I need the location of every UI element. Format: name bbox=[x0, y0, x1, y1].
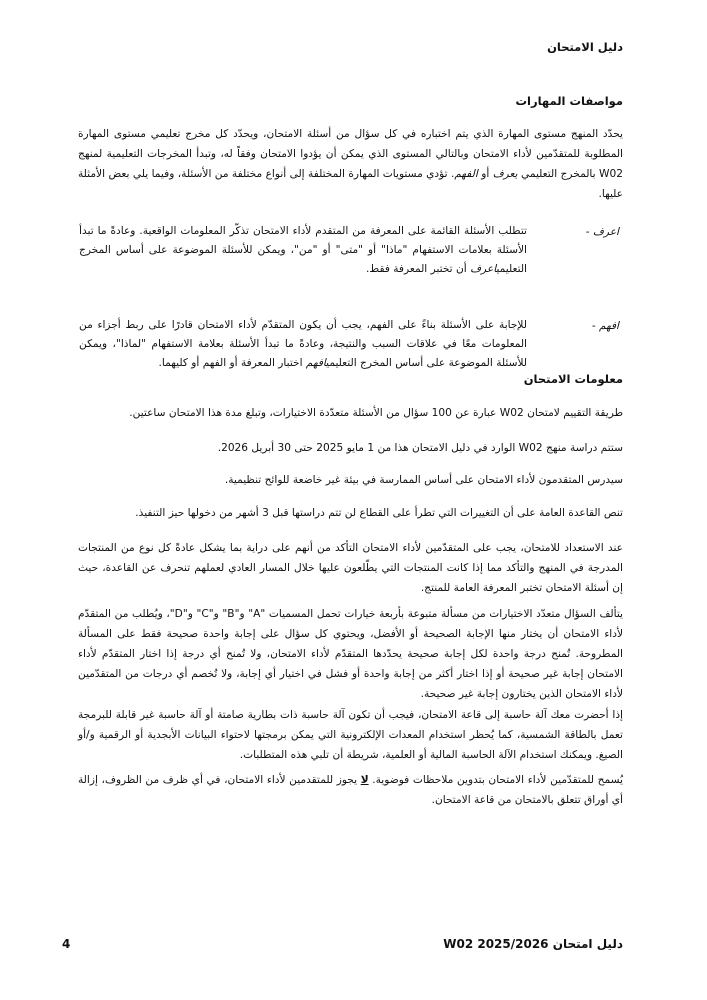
term-understand-label: افهم bbox=[599, 320, 619, 332]
skills-heading: مواصفات المهارات bbox=[515, 94, 623, 108]
definition-know bbox=[79, 222, 527, 279]
exam-info-paragraph-4: تنص القاعدة العامة على أن التغييرات التي تطرأ على القطاع لن تتم دراستها قبل 3 أشهر من دخولها حيز التنفيذ. bbox=[135, 507, 623, 519]
definition-understand-text-a: للإجابة على الأسئلة بناءً على الفهم، يجب أن يكون المتقدّم لأداء الامتحان قادرًا على ربط أجزاء من المعلومات معًا في علاقات السبب والنتيجة، وعادةً ما تبدأ الأسئلة بعلامة الاستفهام "لماذا"، ويمكن للأسئلة الموضوعة على أساس المخرج التعليمي bbox=[79, 319, 527, 369]
term-know-dash: - bbox=[585, 226, 593, 238]
definition-understand-term: افهم bbox=[305, 357, 327, 369]
term-understand-dash: - bbox=[591, 320, 600, 332]
skills-intro-text-a: يحدّد المنهج مستوى المهارة الذي يتم اختباره في كل سؤال من أسئلة الامتحان، ويحدّد كل مخرج تعليمي مستوى المهارة المطلوبة للمتقدّمين لأداء الامتحان وبالتالي المستوى الذي يمكن أن يؤدوا الامتحان وفقاً له، وتبدأ المخرجات التعليمية لمنهج W02 بالمخرج التعليمي bbox=[78, 128, 623, 180]
page-number: 4 bbox=[62, 937, 71, 951]
term-know-label: اعرف bbox=[592, 226, 619, 238]
definition-understand-text-c: اختبار المعرفة أو الفهم أو كليهما. bbox=[158, 357, 306, 369]
definition-know-term: اعرف bbox=[470, 263, 497, 275]
definition-understand bbox=[79, 316, 527, 373]
page-header-title: دليل الامتحان bbox=[547, 40, 623, 54]
exam-info-paragraph-3: سيدرس المتقدمون لأداء الامتحان على أساس الممارسة في بيئة غير خاضعة للوائح تنظيمية. bbox=[224, 474, 623, 486]
skills-intro-text-e: . تؤدي مستويات المهارة المختلفة إلى أنواع مختلفة من الأسئلة، وفيما يلي بعض الأمثلة عليها. bbox=[78, 168, 623, 200]
skills-intro-or: أو bbox=[481, 168, 490, 180]
exam-info-paragraph-2: ستتم دراسة منهج W02 الوارد في دليل الامتحان هذا من 1 مايو 2025 حتى 30 أبريل 2026. bbox=[217, 442, 623, 454]
term-understand bbox=[557, 316, 619, 336]
definition-know-text-c: أن تختبر المعرفة فقط. bbox=[366, 263, 471, 275]
skills-intro-paragraph bbox=[78, 124, 623, 204]
term-know bbox=[557, 222, 619, 242]
exam-info-paragraph-8-not: لا bbox=[360, 774, 369, 786]
definition-know-text-a: تتطلب الأسئلة القائمة على المعرفة من المتقدم لأداء الامتحان تذكّر المعلومات الواقعية. وعادةً ما تبدأ الأسئلة بعلامات الاستفهام "ماذا" أو "متى" أو "من"، ويمكن للأسئلة الموضوعة على أساس المخرج التعليمي bbox=[79, 225, 527, 275]
exam-info-paragraph-5: عند الاستعداد للامتحان، يجب على المتقدّمين لأداء الامتحان التأكد من أنهم على دراية بما يشكل عادةً كل نوع من المنتجات المدرجة في المنهج والتأكد مما إذا كانت المنتجات التي يطّلعون عليها خلال المسار العادي لعملهم تنحرف عن القاعدة، حيث إن أسئلة الامتحان تختبر المعرفة العامة للمنتج. bbox=[78, 542, 623, 594]
exam-info-paragraph-8-text-c: يجوز للمتقدمين لأداء الامتحان، في أي ظرف من الظروف، إزالة أي أوراق تتعلق بالامتحان من قاعة الامتحان. bbox=[78, 774, 623, 806]
exam-info-paragraph-6: يتألف السؤال متعدّد الاختيارات من مسألة متبوعة بأربعة خيارات تحمل المسميات "A" و"B" و"C" و"D"، ويُطلب من المتقدّم لأداء الامتحان أن يختار منها الإجابة الصحيحة أو الأفضل، ويحتوي كل سؤال على إجابة واحدة صحيحة فقط على المسألة المطروحة. تُمنح درجة واحدة لكل إجابة صحيحة يحدّدها المتقدّم لأداء الامتحان، ولا تُمنح أي درجة إذا اختار المتقدّم لأداء الامتحان إجابة غير صحيحة أو إذا اختار أكثر من إجابة واحدة أو فشل في اختيار أي إجابة، ولا تُخصم أي درجات من المتقدّمين لأداء الامتحان الذين يختارون إجابة غير صحيحة. bbox=[78, 608, 624, 700]
exam-info-paragraph-1: طريقة التقييم لامتحان W02 عبارة عن 100 سؤال من الأسئلة متعدّدة الاختيارات، وتبلغ مدة هذا الامتحان ساعتين. bbox=[129, 407, 623, 419]
exam-info-paragraph-7: إذا أحضرت معك آلة حاسبة إلى قاعة الامتحان، فيجب أن تكون آلة حاسبة ذات بطارية صامتة أو آلة حاسبة غير قابلة للبرمجة تعمل بالطاقة الشمسية، كما يُحظر استخدام المعدات الإلكترونية التي يمكن برمجتها لاحتواء البيانات الأبجدية أو الرقمية و/أو الصيغ. ويمكنك استخدام الآلة الحاسبة المالية أو العلمية، شريطة أن تلبي هذه المتطلبات. bbox=[78, 709, 623, 761]
skills-intro-know: يعرف bbox=[492, 168, 518, 180]
exam-info-paragraph-8 bbox=[78, 770, 623, 810]
exam-info-heading: معلومات الامتحان bbox=[523, 372, 623, 386]
footer-title: دليل امتحان W02 2025/2026 bbox=[443, 937, 623, 951]
skills-intro-understand: الفهم bbox=[454, 168, 478, 180]
exam-info-paragraph-8-text-a: يُسمح للمتقدّمين لأداء الامتحان بتدوين ملاحظات فوضوية. bbox=[368, 774, 623, 786]
